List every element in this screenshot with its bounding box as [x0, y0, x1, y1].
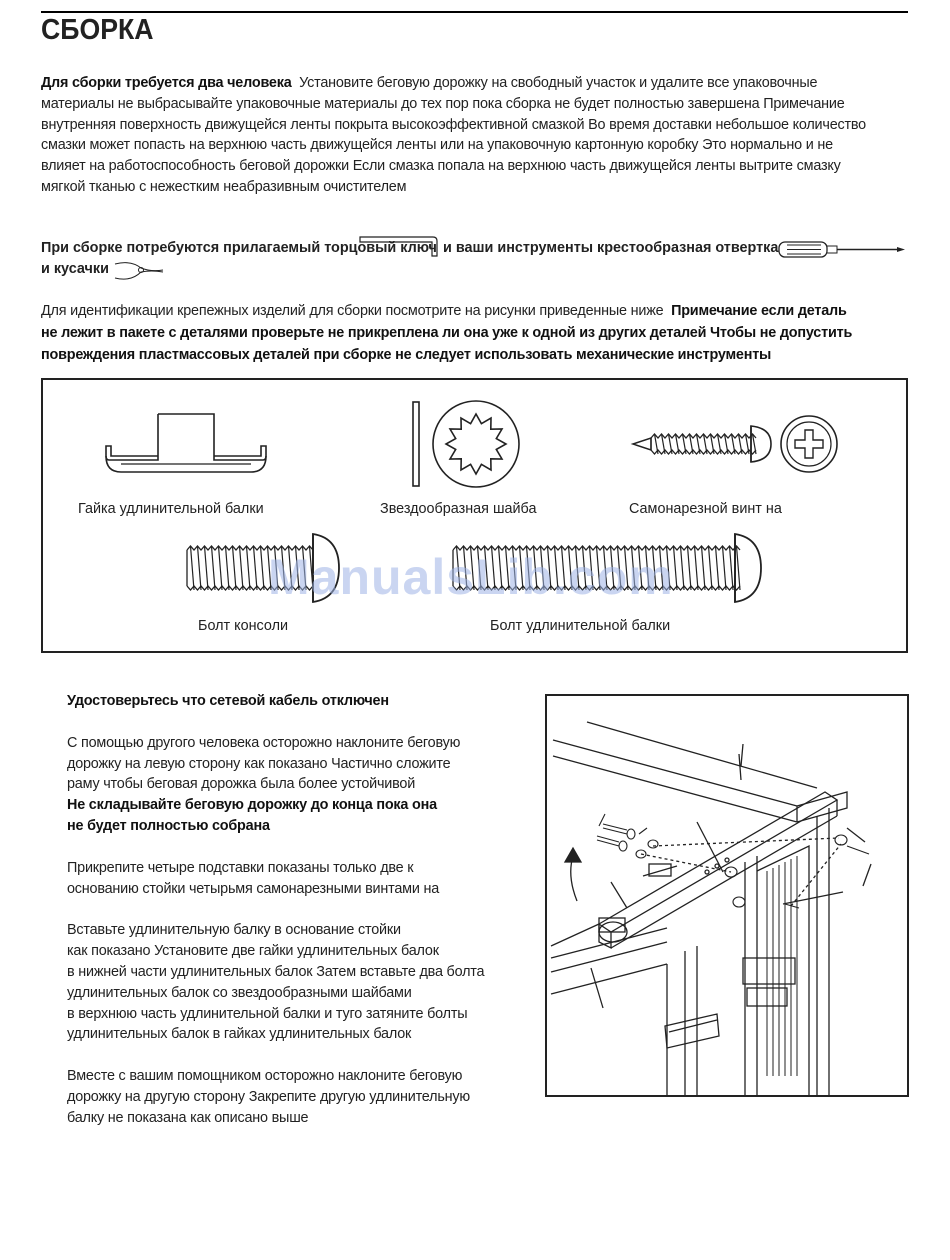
hardware-box [41, 378, 908, 653]
caption-extension-leg-bolt: Болт удлинительной балки [490, 618, 671, 634]
step2-line-1: основанию стойки четырьмя самонарезными винтами на [67, 880, 440, 897]
star-washer-icon [409, 398, 529, 494]
step3-line-5: удлинительных балок в гайках удлинительных балок [67, 1026, 412, 1043]
screwdriver-icon [777, 238, 909, 262]
steps-column [67, 691, 537, 1129]
page-title: СБОРКА [41, 14, 154, 46]
pliers-icon [113, 258, 165, 284]
caption-console-bolt: Болт консоли [198, 618, 289, 634]
warning-text: Удостоверьтесь что сетевой кабель отключен [67, 693, 389, 709]
step1-bold-0: Не складывайте беговую дорожку до конца пока она [67, 797, 437, 814]
identify-normal: Для идентификации крепежных изделий для сборки посмотрите на рисунки приведенные ниже [41, 303, 664, 319]
step4-line-1: дорожку на другую сторону Закрепите другую удлинительную [67, 1088, 470, 1105]
assembly-diagram [545, 694, 909, 1097]
intro-line-4: влияет на работоспособность беговой дорожки Если смазка попала на верхнюю часть движущейся ленты вытрите смазку [41, 158, 841, 175]
step1-line-2: раму чтобы беговая дорожка была более устойчивой [67, 776, 416, 793]
step3-line-3: удлинительных балок со звездообразными шайбами [67, 984, 412, 1001]
step1-bold-1: не будет полностью собрана [67, 817, 270, 834]
step1-line-0: С помощью другого человека осторожно наклоните беговую [67, 734, 461, 751]
caption-self-tapping-screw: Самонарезной винт на [629, 501, 782, 517]
step3-line-1: как показано Установите две гайки удлинительных балок [67, 943, 439, 960]
caption-extension-leg-nut: Гайка удлинительной балки [78, 501, 264, 517]
extension-leg-nut-icon [103, 412, 273, 478]
intro-line-2: внутренняя поверхность движущейся ленты покрыта высокоэффективной смазкой Во время доставки небольшое количество [41, 116, 866, 133]
intro-line-3: смазки может попасть на верхнюю часть движущейся ленты или на упаковочную картонную коробку Это нормально и не [41, 137, 833, 154]
step4-line-0: Вместе с вашим помощником осторожно наклоните беговую [67, 1068, 463, 1085]
step3-line-2: в нижней части удлинительных балок Затем вставьте два болта [67, 963, 485, 980]
self-tapping-screw-icon [629, 404, 843, 488]
step4-line-2: балку не показана как описано выше [67, 1109, 309, 1126]
intro-lead: Для сборки требуется два человека [41, 75, 292, 91]
intro-line-1: материалы не выбрасывайте упаковочные материалы до тех пор пока сборка не будет полностью завершена Примечание [41, 95, 845, 112]
treadmill-assembly-illustration [547, 696, 907, 1095]
intro-paragraph [41, 73, 911, 198]
tools-text-2: и ваши инструменты крестообразная отвертка [443, 240, 779, 256]
identify-paragraph [41, 300, 911, 366]
tools-section [41, 238, 911, 286]
tools-text-3: и кусачки [41, 261, 109, 277]
intro-line-0: Установите беговую дорожку на свободный участок и удалите все упаковочные [299, 75, 818, 91]
watermark: ManualsLib.com [268, 549, 674, 605]
step2-line-0: Прикрепите четыре подставки показаны только две к [67, 859, 414, 876]
hex-key-icon [359, 234, 439, 260]
header-rule [41, 11, 908, 13]
tools-text-1: При сборке потребуются прилагаемый торцовый ключ [41, 240, 437, 256]
identify-note: Примечание если деталь [671, 303, 847, 319]
identify-line-2: повреждения пластмассовых деталей при сборке не следует использовать механические инструменты [41, 347, 772, 363]
intro-line-5: мягкой тканью с нежестким неабразивным очистителем [41, 178, 407, 195]
step3-line-4: в верхнюю часть удлинительной балки и туго затяните болты [67, 1005, 468, 1022]
step1-line-1: дорожку на левую сторону как показано Частично сложите [67, 755, 451, 772]
caption-star-washer: Звездообразная шайба [380, 501, 537, 517]
step3-line-0: Вставьте удлинительную балку в основание стойки [67, 922, 401, 939]
identify-line-1: не лежит в пакете с деталями проверьте не прикреплена ли она уже к одной из других деталей Чтобы не допустить [41, 325, 853, 341]
